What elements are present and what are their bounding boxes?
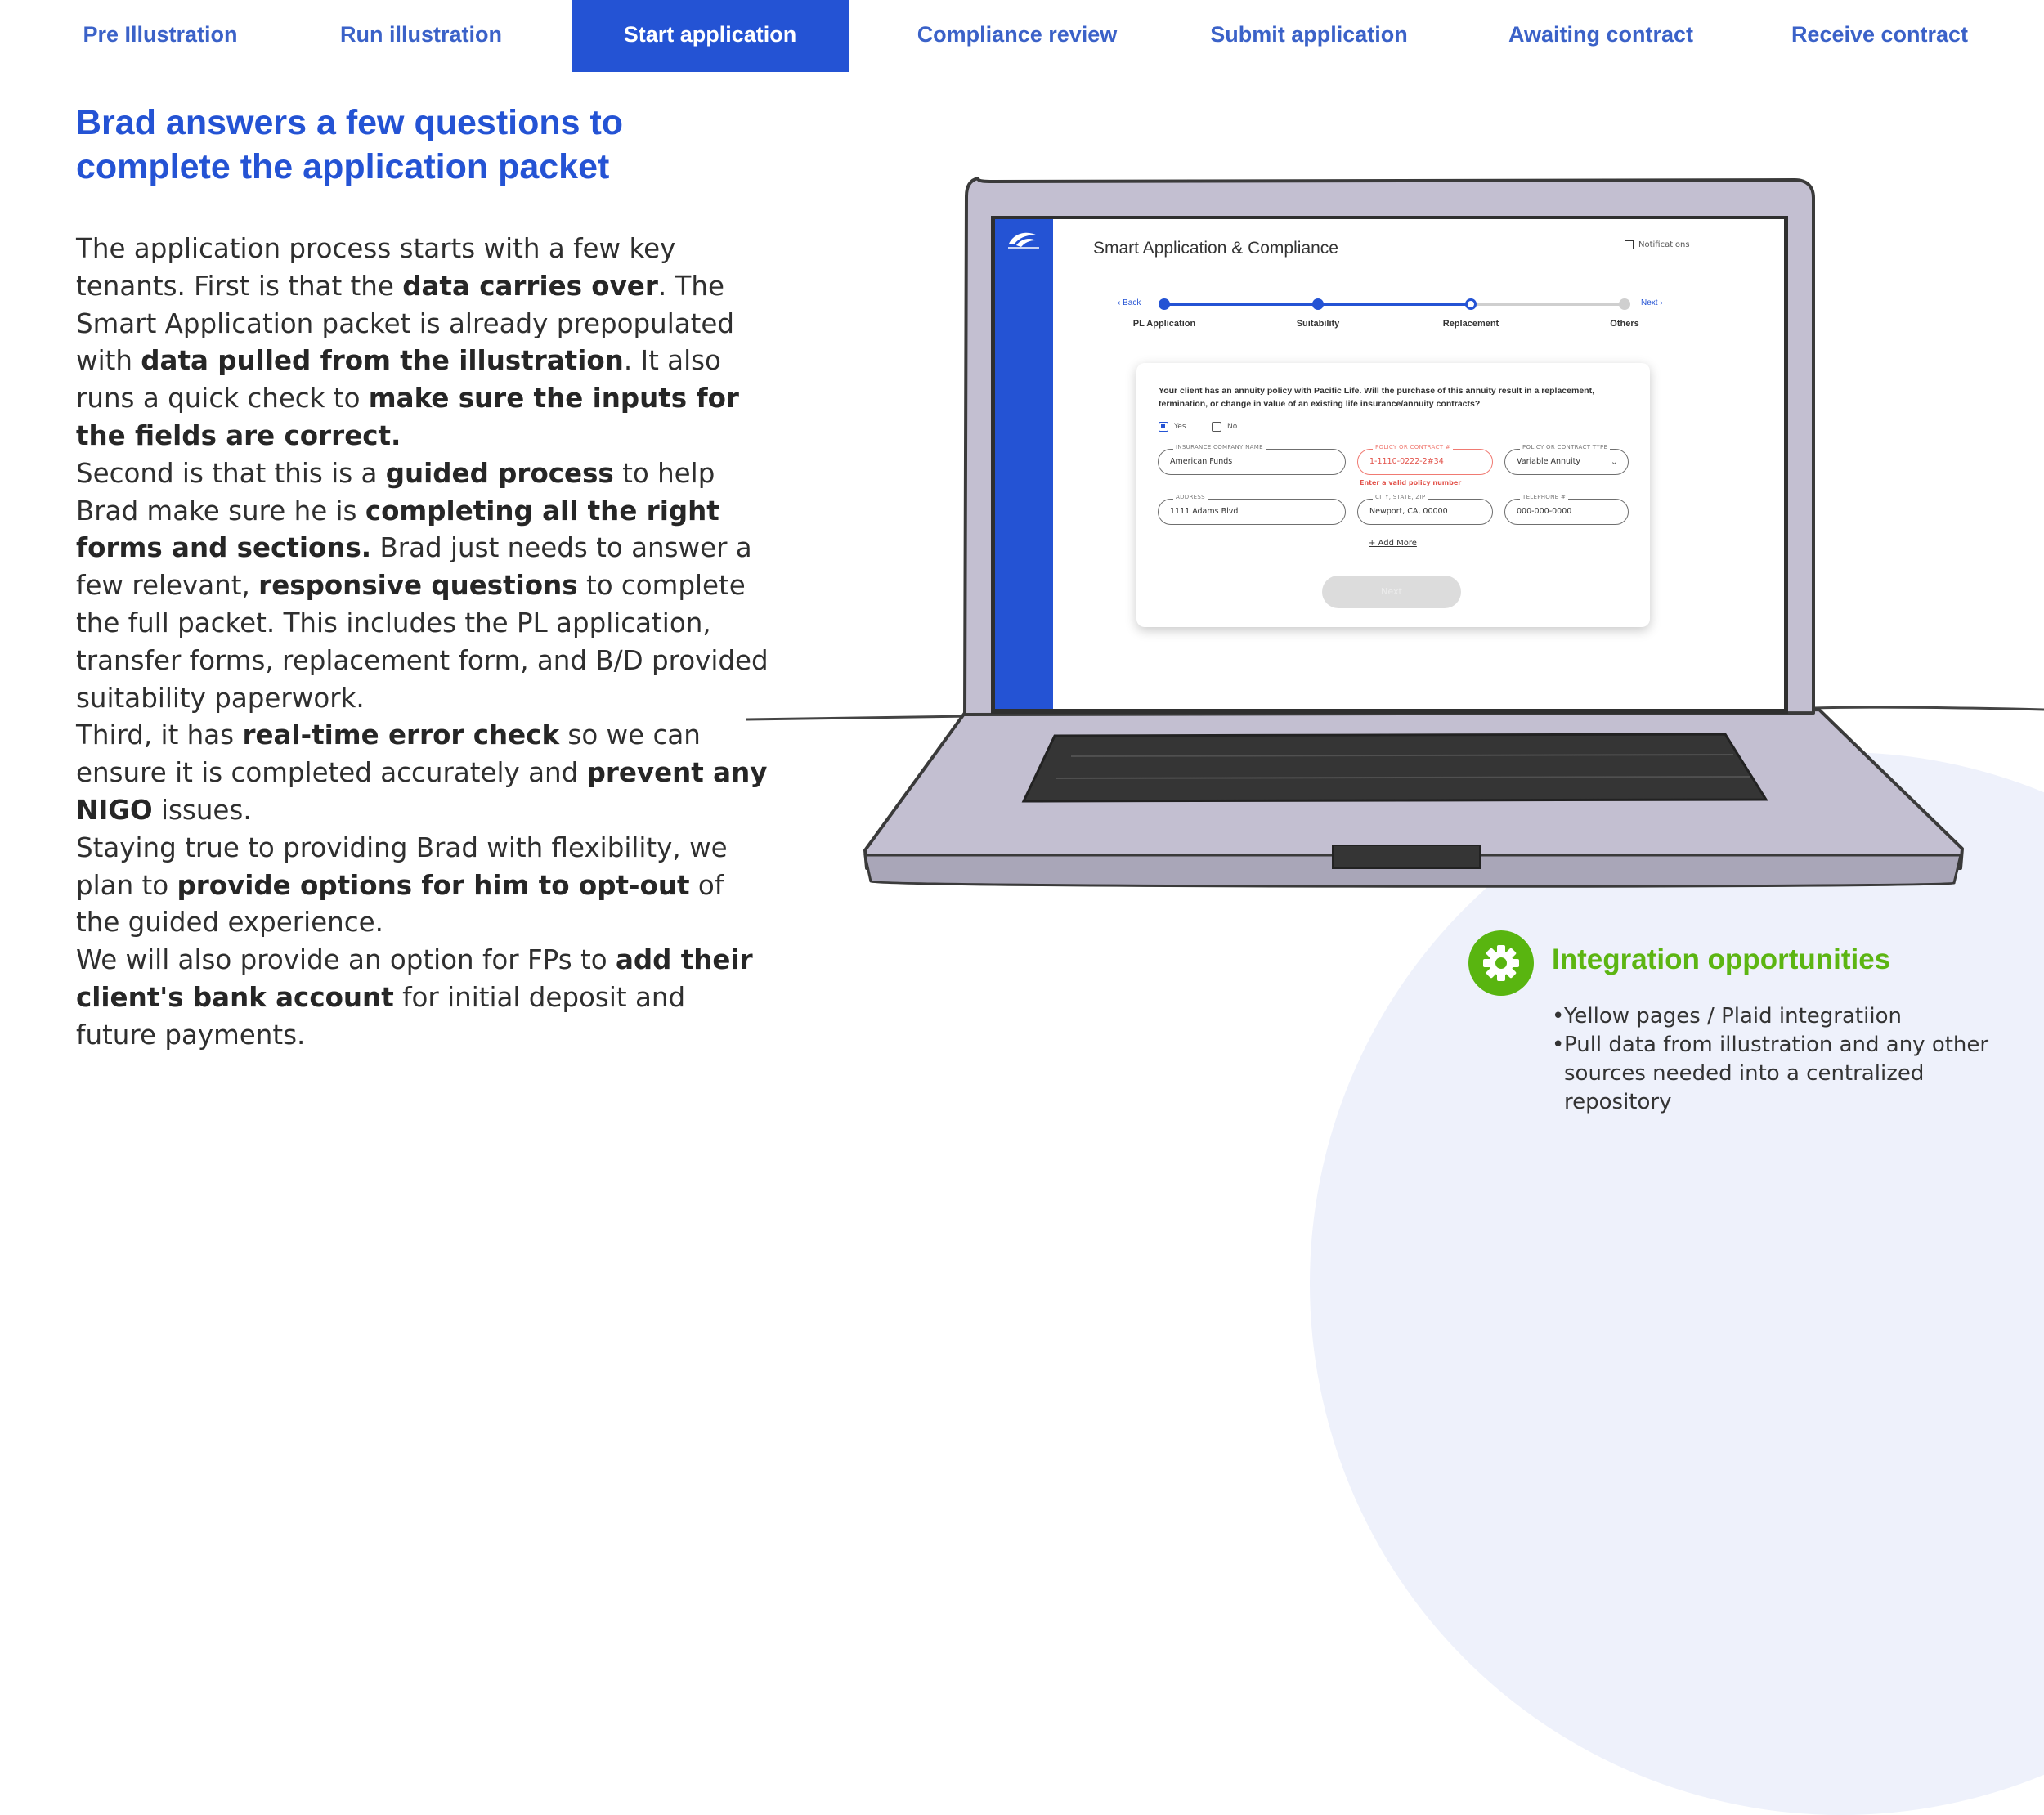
tab-receive-contract[interactable]: Receive contract [1791,22,1969,47]
address-label: ADDRESS [1173,494,1208,500]
body-text: issues. [152,794,252,826]
telephone-value: 000-000-0000 [1517,507,1572,516]
tab-pre-illustration[interactable]: Pre Illustration [83,22,238,47]
body-text: Second is that this is a [76,457,386,489]
body-text: Brad just needs to answer a few relevant, [76,532,752,602]
body-text: The application process starts with a few key tenants. First is that the [76,233,676,302]
policy-type-value: Variable Annuity [1517,457,1581,466]
emphasis-text: add their client's bank account [76,944,753,1013]
emphasis-text: make sure the inputs for the fields are correct. [76,383,739,451]
step-label-replacement: Replacement [1442,319,1499,329]
tab-awaiting-contract[interactable]: Awaiting contract [1508,22,1694,47]
notifications-checkbox[interactable] [1625,240,1634,249]
integration-item: • Yellow pages / Plaid integratiion [1552,1002,2026,1031]
policy-number-field[interactable] [1357,444,1493,475]
emphasis-text: guided process [385,457,614,489]
address-value: 1111 Adams Blvd [1170,507,1239,516]
body-text: Third, it has [76,719,243,751]
integration-list [1552,1002,2026,1117]
emphasis-text: data pulled from the illustration [141,345,624,377]
integration-title: Integration opportunities [1552,943,1891,975]
notifications-toggle[interactable] [1625,240,1690,249]
body-text: of the guided experience. [76,869,724,939]
telephone-label: TELEPHONE # [1520,494,1568,500]
policy-number-label: POLICY OR CONTRACT # [1373,444,1453,450]
body-text: . It also runs a quick check to [76,345,721,415]
step-label-others: Others [1610,319,1639,329]
tab-submit-application[interactable]: Submit application [1210,22,1408,47]
no-label: No [1227,423,1238,431]
back-link[interactable]: ‹ Back [1118,298,1141,307]
body-text: Staying true to providing Brad with flexibility, we plan to [76,831,728,901]
address-field[interactable] [1158,494,1346,525]
step-label-suitability: Suitability [1296,319,1340,329]
policy-type-label: POLICY OR CONTRACT TYPE [1520,444,1610,450]
yes-checkbox[interactable] [1159,422,1168,432]
back-label: Back [1123,298,1141,307]
stepper-remaining-line [1471,303,1625,306]
pacific-life-logo-icon [1006,227,1041,250]
replacement-question-card [1136,363,1650,627]
city-state-zip-value: Newport, CA, 00000 [1369,507,1448,516]
sketch-line-left [746,716,973,719]
insurance-company-value: American Funds [1170,457,1233,466]
step-dot-others[interactable] [1619,298,1630,310]
laptop-screen [995,219,1784,709]
body-text: . The Smart Application packet is already prepopulated with [76,270,735,377]
body-text: so we can ensure it is completed accurately and [76,719,701,789]
insurance-company-field[interactable] [1158,444,1346,475]
app-sidebar-rail [995,219,1053,709]
add-more-link[interactable]: + Add More [1369,539,1417,548]
policy-number-error: Enter a valid policy number [1360,479,1462,486]
body-text: to help Brad make sure he is [76,457,715,527]
sketch-line-right [1813,707,2044,710]
page-headline: Brad answers a few questions to complete the application packet [76,103,624,186]
step-dot-replacement[interactable] [1465,298,1477,310]
emphasis-text: provide options for him to opt-out [177,869,690,901]
city-state-zip-label: CITY, STATE, ZIP [1373,494,1428,500]
yes-label: Yes [1174,423,1186,431]
body-text: We will also provide an option for FPs to [76,944,616,976]
emphasis-text: data carries over [402,270,658,302]
tab-compliance-review[interactable]: Compliance review [917,22,1118,47]
notifications-label: Notifications [1638,240,1690,249]
tab-start-application[interactable]: Start application [572,0,849,72]
emphasis-text: responsive questions [258,570,578,602]
emphasis-text: prevent any NIGO [76,757,768,826]
no-checkbox[interactable] [1212,422,1221,432]
step-label-pl-application: PL Application [1132,319,1196,329]
no-option[interactable] [1212,422,1237,432]
next-link[interactable]: Next › [1641,298,1663,307]
chevron-down-icon: ⌄ [1610,456,1618,467]
tab-run-illustration[interactable]: Run illustration [340,22,502,47]
next-button[interactable]: Next [1322,576,1461,608]
yes-option[interactable] [1159,422,1186,432]
emphasis-text: completing all the right forms and sections. [76,495,719,564]
step-dot-suitability[interactable] [1312,298,1324,310]
body-text: for initial deposit and future payments. [76,981,686,1051]
body-text: to complete the full packet. This includes the PL application, transfer forms, replacement form, and B/D provided suitability paperwork. [76,570,769,714]
replacement-question: Your client has an annuity policy with Pacific Life. Will the purchase of this annuity result in a replacement, termination, or change in value of an existing life insurance/annuity contracts? [1159,386,1594,409]
policy-type-select[interactable] [1504,444,1629,475]
laptop-trackpad [1333,845,1480,868]
city-state-zip-field[interactable] [1357,494,1493,525]
insurance-company-label: INSURANCE COMPANY NAME [1173,444,1266,450]
integration-item: • Pull data from illustration and any other sources needed into a centralized repository [1552,1031,2026,1117]
emphasis-text: real-time error check [242,719,560,751]
next-label: Next [1641,298,1658,307]
app-title: Smart Application & Compliance [1093,239,1338,258]
gear-icon [1468,930,1534,996]
telephone-field[interactable] [1504,494,1629,525]
laptop-keyboard [1024,734,1766,801]
step-dot-pl-application[interactable] [1159,298,1170,310]
policy-number-value: 1-1110-0222-2#34 [1369,457,1444,466]
